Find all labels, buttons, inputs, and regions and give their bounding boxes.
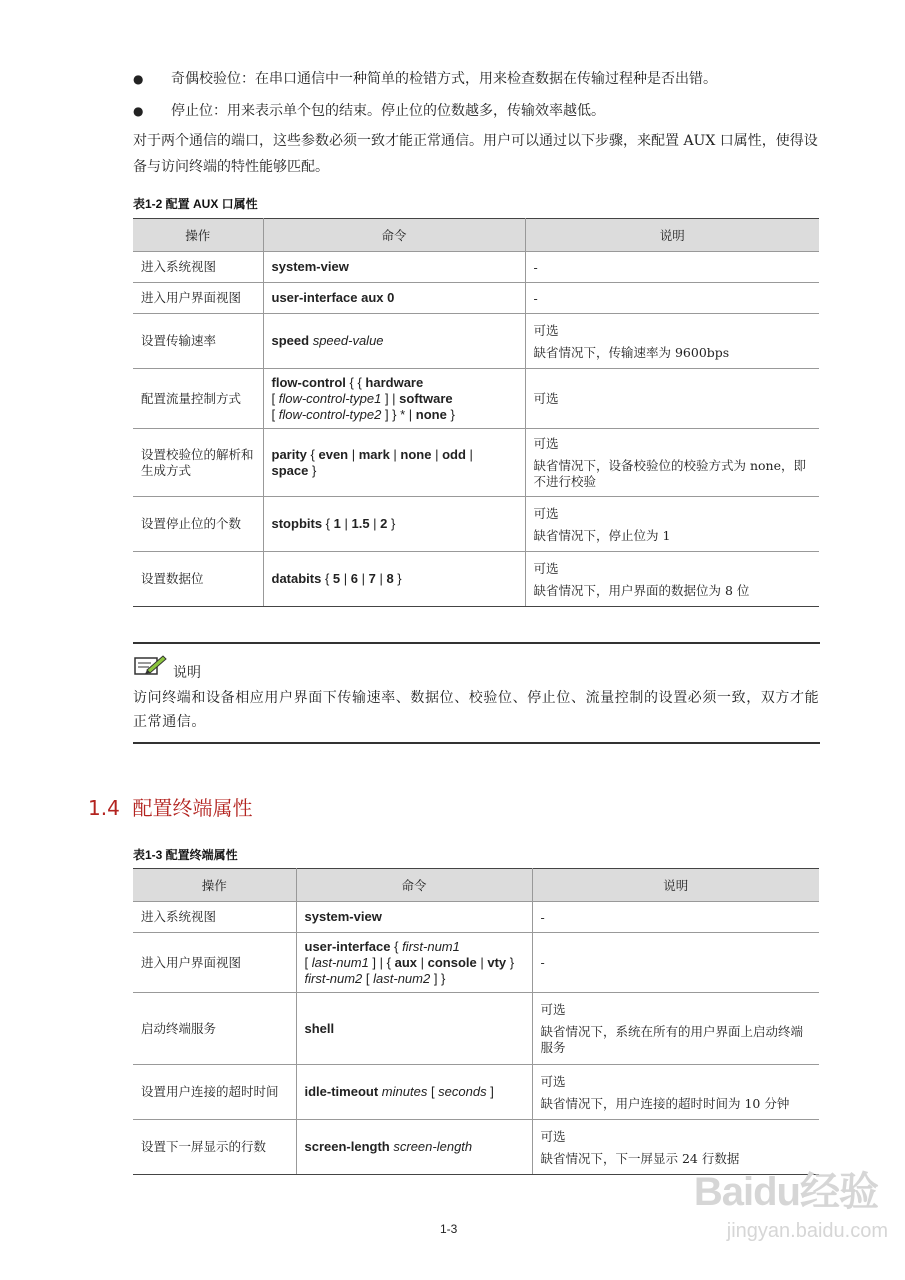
cmd-cell: stopbits { 1 | 1.5 | 2 }	[263, 497, 525, 552]
watermark-url: jingyan.baidu.com	[726, 1220, 888, 1242]
table-row	[133, 1065, 819, 1120]
op-cell: 启动终端服务	[133, 993, 296, 1065]
desc-cell	[525, 283, 819, 314]
table2-header-row	[133, 869, 819, 902]
cmd-cell: screen-length screen-length	[296, 1120, 532, 1175]
desc-cell	[532, 1065, 819, 1120]
cmd-cell: system-view	[296, 902, 532, 933]
cmd-cell: databits { 5 | 6 | 7 | 8 }	[263, 552, 525, 607]
table2-header-desc: 说明	[532, 869, 819, 902]
page-number: 1-3	[440, 1222, 458, 1236]
op-cell: 配置流量控制方式	[133, 369, 263, 429]
desc-line: 可选	[533, 436, 559, 451]
bullet-item	[133, 98, 833, 130]
table-row	[133, 902, 819, 933]
desc-cell	[525, 497, 819, 552]
cmd-cell: parity { even | mark | none | odd | space }	[263, 429, 525, 497]
table-row	[133, 283, 819, 314]
desc-line: 缺省情况下，传输速率为 9600bps	[533, 344, 730, 360]
desc-cell	[532, 993, 819, 1065]
table2-caption: 表1-3 配置终端属性	[133, 848, 238, 862]
desc-cell	[525, 369, 819, 429]
desc-line: 缺省情况下，用户界面的数据位为 8 位	[533, 582, 750, 598]
desc-line: -	[540, 909, 545, 925]
table1-header-cmd: 命令	[263, 219, 525, 252]
op-cell: 设置下一屏显示的行数	[133, 1120, 296, 1175]
table-row	[133, 314, 819, 369]
op-cell: 进入用户界面视图	[133, 933, 296, 993]
table-row	[133, 429, 819, 497]
note-text: 访问终端和设备相应用户界面下传输速率、数据位、校验位、停止位、流量控制的设置必须一致，双方才能正常通信。	[133, 690, 820, 730]
desc-line: 缺省情况下，系统在所有的用户界面上启动终端服务	[540, 1024, 804, 1055]
table-row	[133, 933, 819, 993]
bullet-text: 奇偶校验位：在串口通信中一种简单的检错方式，用来检查数据在传输过程种是否出错。	[171, 71, 717, 87]
bullet-text: 停止位：用来表示单个包的结束。停止位的位数越多，传输效率越低。	[171, 103, 605, 119]
desc-cell	[532, 902, 819, 933]
note-pencil-icon	[133, 654, 167, 678]
op-cell: 进入用户界面视图	[133, 283, 263, 314]
desc-line: -	[533, 259, 538, 275]
desc-line: 可选	[540, 1128, 566, 1144]
cmd-cell: speed speed-value	[263, 314, 525, 369]
cmd-cell: idle-timeout minutes [ seconds ]	[296, 1065, 532, 1120]
table2	[133, 868, 819, 1175]
bullet-list	[133, 66, 833, 130]
watermark-logo: Baidu经验	[693, 1170, 878, 1214]
desc-cell	[525, 314, 819, 369]
table2-header-op: 操作	[133, 869, 296, 902]
desc-cell	[525, 429, 819, 497]
desc-cell	[532, 933, 819, 993]
op-cell: 设置校验位的解析和生成方式	[133, 429, 263, 497]
cmd-cell: flow-control { { hardware [ flow-control-type1 ] | software [ flow-control-type2 ] } * | none }	[263, 369, 525, 429]
desc-line: 缺省情况下，设备校验位的校验方式为 none，即不进行校验	[533, 458, 806, 489]
desc-line: 可选	[540, 1073, 566, 1089]
table1-caption: 表1-2 配置 AUX 口属性	[133, 197, 258, 211]
bullet-dot-icon: ●	[133, 72, 144, 86]
desc-line: 可选	[533, 505, 559, 521]
desc-line: 可选	[533, 322, 559, 338]
desc-cell	[525, 252, 819, 283]
desc-line: 缺省情况下，停止位为 1	[533, 527, 671, 543]
op-cell: 进入系统视图	[133, 252, 263, 283]
cmd-cell: system-view	[263, 252, 525, 283]
cmd-cell: user-interface aux 0	[263, 283, 525, 314]
table1-header-row	[133, 219, 819, 252]
cmd-cell: user-interface { first-num1 [ last-num1 ] | { aux | console | vty } first-num2 [ last-num2 ] }	[296, 933, 532, 993]
desc-line: 可选	[533, 391, 559, 406]
op-cell: 进入系统视图	[133, 902, 296, 933]
op-cell: 设置传输速率	[133, 314, 263, 369]
bullet-item	[133, 66, 833, 98]
table1-header-op: 操作	[133, 219, 263, 252]
op-cell: 设置数据位	[133, 552, 263, 607]
table-row	[133, 497, 819, 552]
note-title: 说明	[173, 665, 201, 681]
note-box	[133, 642, 820, 744]
table1	[133, 218, 819, 607]
op-cell: 设置用户连接的超时时间	[133, 1065, 296, 1120]
desc-cell	[525, 552, 819, 607]
watermark	[628, 1150, 898, 1270]
desc-line: 缺省情况下，用户连接的超时时间为 10 分钟	[540, 1095, 790, 1111]
desc-line: -	[533, 290, 538, 306]
section-heading	[88, 792, 253, 821]
section-number: 1.4	[88, 796, 120, 820]
intro-paragraph: 对于两个通信的端口，这些参数必须一致才能正常通信。用户可以通过以下步骤，来配置 AUX 口属性，使得设备与访问终端的特性能够匹配。	[133, 133, 818, 175]
table-row	[133, 252, 819, 283]
op-cell: 设置停止位的个数	[133, 497, 263, 552]
desc-line: 缺省情况下，下一屏显示 24 行数据	[540, 1150, 740, 1166]
cmd-cell: shell	[296, 993, 532, 1065]
table-row	[133, 369, 819, 429]
desc-line: 可选	[540, 1002, 566, 1017]
desc-line: -	[540, 955, 545, 970]
table2-header-cmd: 命令	[296, 869, 532, 902]
table-row	[133, 552, 819, 607]
section-title: 配置终端属性	[132, 796, 253, 820]
desc-line: 可选	[533, 560, 559, 576]
table1-header-desc: 说明	[525, 219, 819, 252]
bullet-dot-icon: ●	[133, 104, 144, 118]
table-row	[133, 993, 819, 1065]
